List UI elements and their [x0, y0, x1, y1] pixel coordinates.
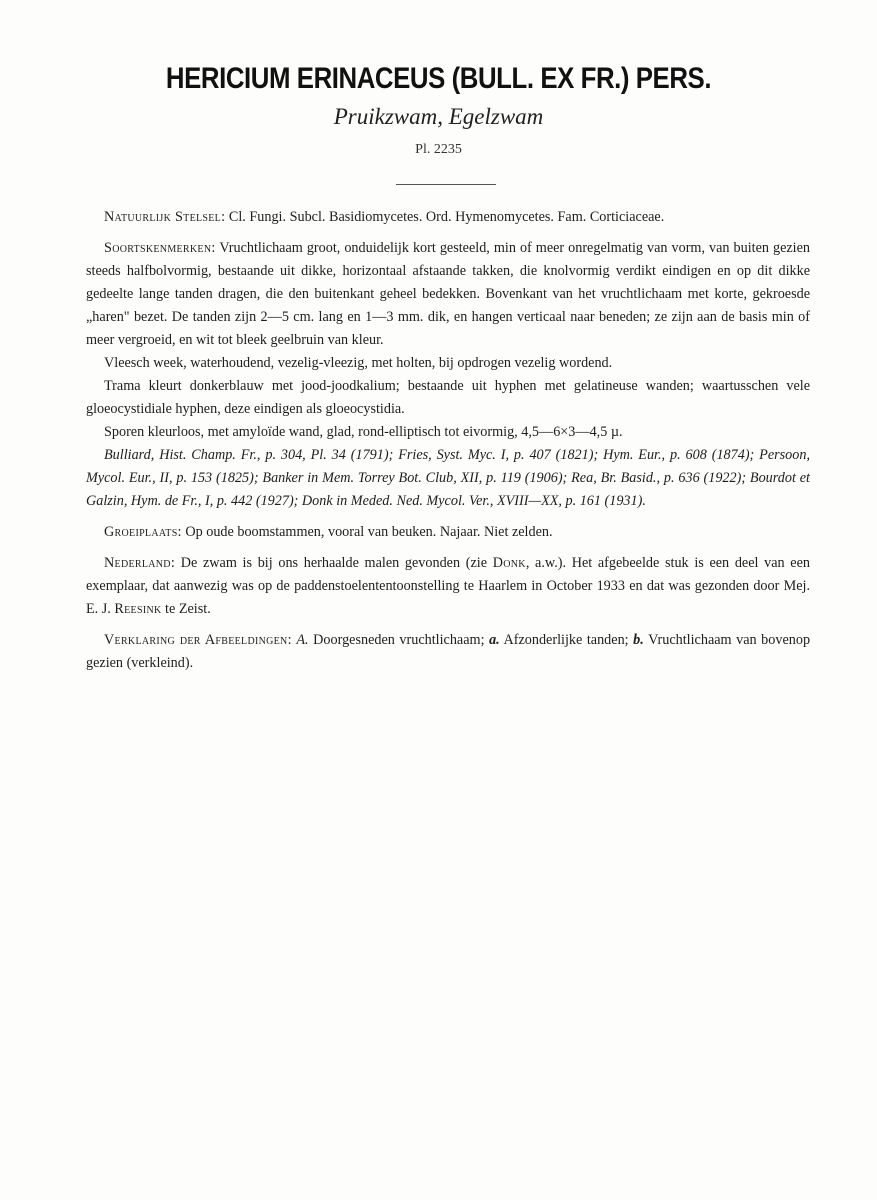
figure-key-a: a.: [489, 632, 500, 648]
section-nederland: [86, 552, 810, 621]
section-soortskenmerken: [86, 237, 810, 352]
paragraph-references: Bulliard, Hist. Champ. Fr., p. 304, Pl. 34 (1791); Fries, Syst. Myc. I, p. 407 (1821); Hym. Eur., p. 608 (1874); Persoon, Mycol. Eur., II, p. 153 (1825); Banker in Mem. Torrey Bot. Club, XII, p. 119 (1906); Rea, Br. Basid., p. 636 (1922); Bourdot et Galzin, Hym. de Fr., I, p. 442 (1927); Donk in Meded. Ned. Mycol. Ver., XVIII—XX, p. 161 (1931).: [86, 447, 810, 509]
section-text: Cl. Fungi. Subcl. Basidiomycetes. Ord. Hymenomycetes. Fam. Corticiaceae.: [228, 209, 665, 225]
section-label: Natuurlijk Stelsel:: [104, 209, 226, 225]
section-label: Groeiplaats:: [104, 524, 182, 540]
author-name-donk: Donk: [492, 555, 526, 571]
section-text: Doorgesneden vruchtlichaam;: [313, 632, 485, 648]
paragraph-trama: Trama kleurt donkerblauw met jood-joodkalium; bestaande uit hyphen met gelatineuse wanden; waartusschen vele gloeocystidiale hyphen, deze eindigen als gloeocystidia.: [86, 378, 810, 417]
section-label: Soortskenmerken:: [104, 240, 216, 256]
page-subtitle: Pruikzwam, Egelzwam: [333, 104, 544, 129]
paragraph-sporen: Sporen kleurloos, met amyloïde wand, glad, rond-elliptisch tot eivormig, 4,5—6×3—4,5 µ.: [104, 424, 623, 440]
plate-number: Pl. 2235: [415, 142, 462, 157]
section-groeiplaats: [86, 521, 810, 544]
figure-key-b: b.: [633, 632, 644, 648]
section-text: Vruchtlichaam van bovenop gezien (verkleind).: [86, 632, 811, 671]
paragraph-vleesch: Vleesch week, waterhoudend, vezelig-vleezig, met holten, bij opdrogen vezelig wordend.: [104, 355, 613, 371]
page-title: HERICIUM ERINACEUS (BULL. EX FR.) PERS.: [165, 62, 712, 95]
section-text: te Zeist.: [165, 601, 211, 617]
section-natuurlijk-stelsel: [86, 206, 810, 229]
author-name-reesink: Reesink: [114, 601, 162, 617]
section-text: De zwam is bij ons herhaalde malen gevonden (zie: [180, 555, 487, 571]
section-text: Vruchtlichaam groot, onduidelijk kort gesteeld, min of meer onregelmatig van vorm, van buiten gezien steeds halfbolvormig, bestaande uit dikke, horizontaal afstaande takken, die knolvormig verdikt eindigen en op dit dikke gedeelte lange tanden dragen, die den buitenkant geheel bedekken. Bovenkant van het vruchtlichaam met korte, gekroesde „haren" bezet. De tanden zijn 2—5 cm. lang en 1—3 mm. dik, en hangen verticaal naar beneden; ze zijn aan de basis min of meer vergroeid, en wit tot bleek geelbruin van kleur.: [86, 240, 810, 348]
section-label: Nederland:: [104, 555, 176, 571]
figure-key-A: A.: [296, 632, 309, 648]
section-text: Op oude boomstammen, vooral van beuken. Najaar. Niet zelden.: [185, 524, 553, 540]
title-divider: [396, 184, 496, 185]
section-verklaring: [86, 629, 810, 675]
section-text: , a.w.). Het afgebeelde stuk is een deel van een exemplaar, dat aanwezig was op de paddenstoelententoonstelling te Haarlem in October 1933 en dat was gezonden door Mej. E. J.: [86, 555, 810, 617]
section-text: Afzonderlijke tanden;: [503, 632, 629, 648]
document-body: [86, 206, 810, 675]
section-label: Verklaring der Afbeeldingen:: [104, 632, 292, 648]
